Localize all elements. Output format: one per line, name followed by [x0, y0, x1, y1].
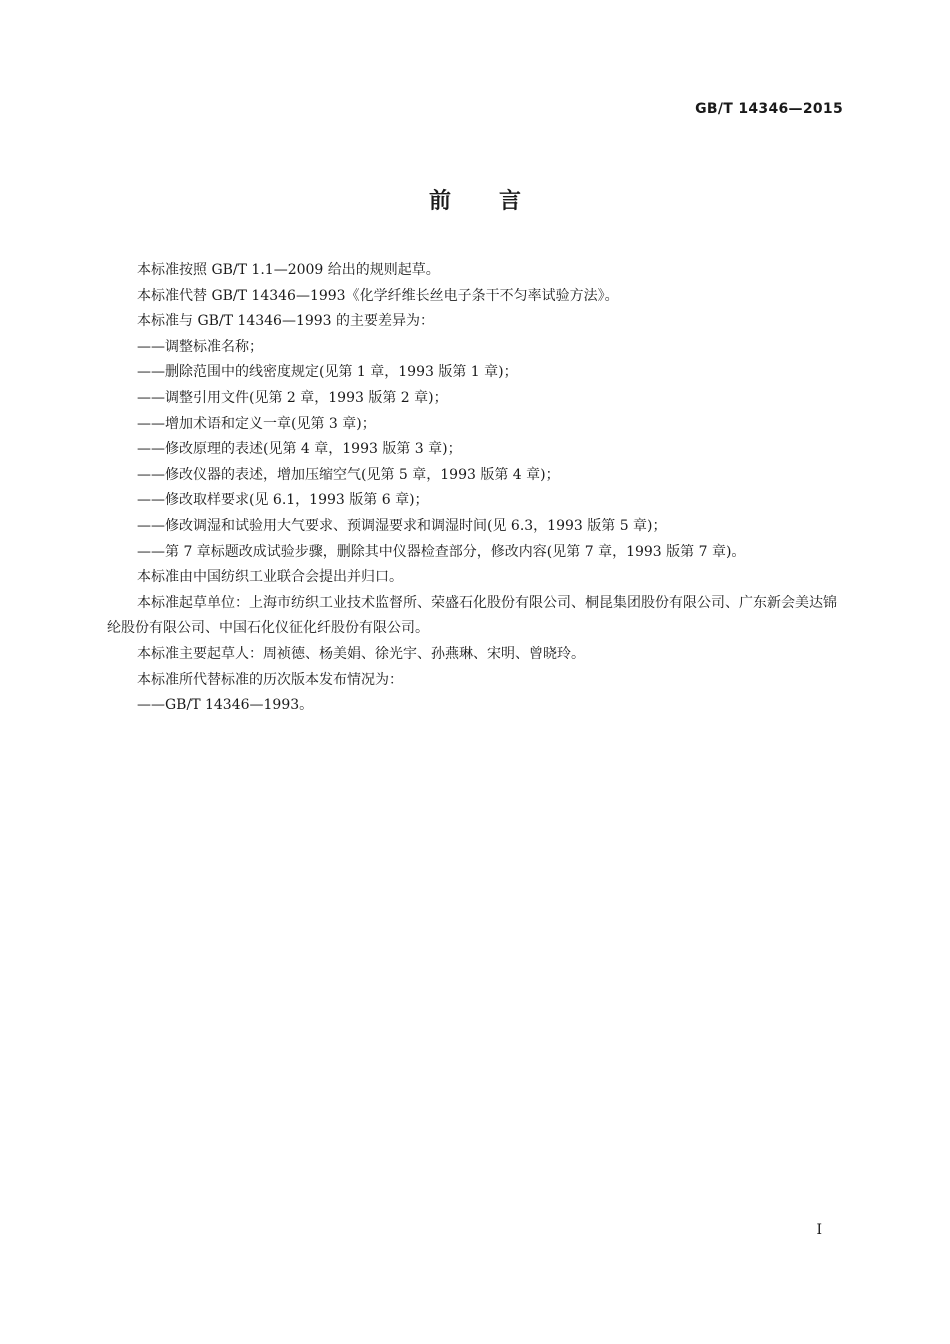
paragraph-replaces: 本标准代替 GB/T 14346—1993《化学纤维长丝电子条干不匀率试验方法》。 [137, 287, 619, 304]
list-item-difference: ——修改取样要求(见 6.1，1993 版第 6 章)； [137, 492, 429, 509]
paragraph-drafting-rules: 本标准按照 GB/T 1.1—2009 给出的规则起草。 [137, 262, 440, 278]
list-item-difference: ——第 7 章标题改成试验步骤，删除其中仪器检查部分，修改内容(见第 7 章，1993 版第 7 章)。 [137, 543, 746, 560]
paragraph-previous-editions: 本标准所代替标准的历次版本发布情况为： [137, 671, 403, 688]
list-item-difference: ——增加术语和定义一章(见第 3 章)； [137, 415, 376, 432]
paragraph-differences-intro: 本标准与 GB/T 14346—1993 的主要差异为： [137, 313, 435, 330]
foreword-body [107, 258, 843, 719]
standard-number: GB/T 14346—2015 [695, 101, 843, 117]
page-title: 前言 [428, 189, 569, 214]
paragraph-proposed-by: 本标准由中国纺织工业联合会提出并归口。 [137, 569, 403, 586]
page-number: I [816, 1222, 822, 1238]
paragraph-drafters: 本标准主要起草人：周祯德、杨美娟、徐光宇、孙燕琳、宋明、曾晓玲。 [137, 645, 585, 662]
list-item-difference: ——调整标准名称； [137, 338, 263, 355]
list-item-difference: ——修改原理的表述(见第 4 章，1993 版第 3 章)； [137, 441, 462, 458]
list-item-difference: ——修改调湿和试验用大气要求、预调湿要求和调湿时间(见 6.3，1993 版第 5 章)； [137, 517, 667, 534]
list-item-difference: ——调整引用文件(见第 2 章，1993 版第 2 章)； [137, 389, 448, 406]
list-item-difference: ——删除范围中的线密度规定(见第 1 章，1993 版第 1 章)； [137, 364, 518, 381]
paragraph-drafting-units: 本标准起草单位：上海市纺织工业技术监督所、荣盛石化股份有限公司、桐昆集团股份有限公司、广东新会美达锦纶股份有限公司、中国石化仪征化纤股份有限公司。 [107, 594, 837, 637]
list-item-difference: ——修改仪器的表述，增加压缩空气(见第 5 章，1993 版第 4 章)； [137, 466, 560, 483]
list-item-previous-edition: ——GB/T 14346—1993。 [137, 697, 314, 714]
